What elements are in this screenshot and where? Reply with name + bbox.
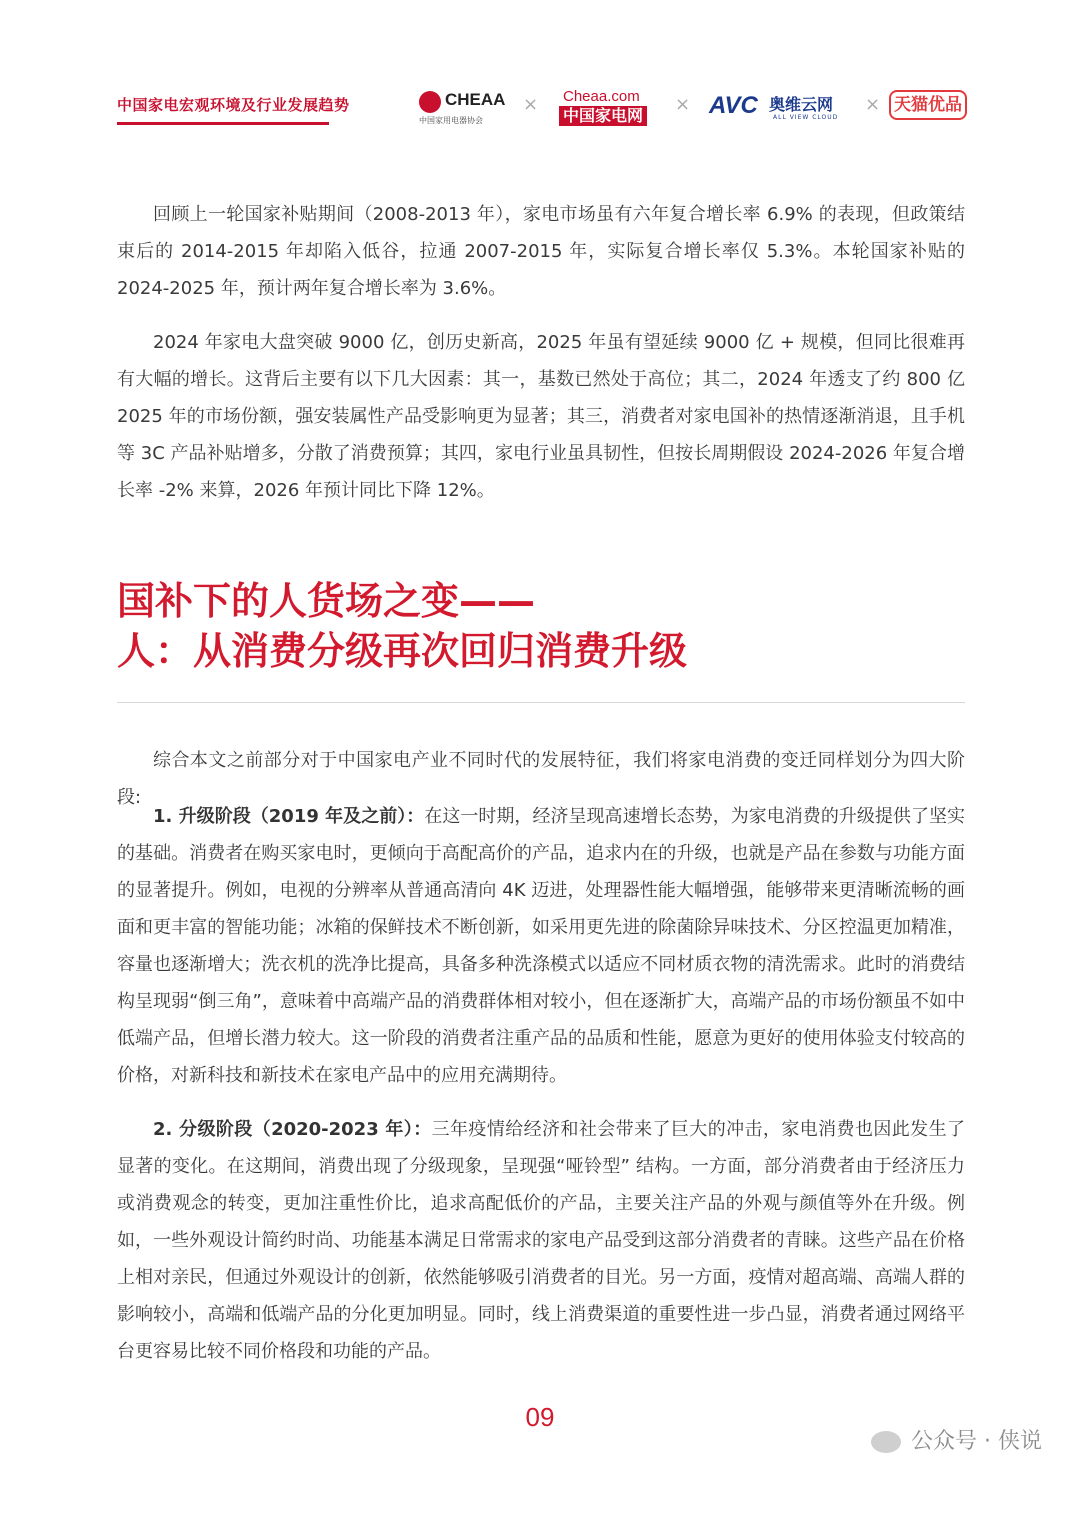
- header-title: 中国家电宏观环境及行业发展趋势: [117, 96, 350, 114]
- section-title-line2: 人：从消费分级再次回归消费升级: [117, 629, 688, 673]
- cheaa-mark-icon: [419, 91, 441, 113]
- cheaacom-name: 中国家电网: [559, 106, 647, 126]
- logo-separator: ×: [675, 94, 691, 115]
- tmall-logo: [889, 88, 967, 128]
- stage1-heading: 1. 升级阶段（2019 年及之前）：: [153, 806, 425, 827]
- paragraph-subsidy-review: 回顾上一轮国家补贴期间（2008-2013 年），家电市场虽有六年复合增长率 6.9% 的表现，但政策结束后的 2014-2015 年却陷入低谷，拉通 2007-2015 年，实际复合增长率仅 5.3%。本轮国家补贴的 2024-2025 年，预计两年复合增长率为 3.6%。: [117, 204, 965, 299]
- avc-english-name: ALL VIEW CLOUD: [773, 114, 839, 121]
- header-underline: [117, 122, 329, 125]
- cheaa-logo: [419, 88, 509, 128]
- watermark: [871, 1424, 1042, 1455]
- page-number: 09: [525, 1402, 555, 1432]
- watermark-text: 公众号 · 侠说: [911, 1429, 1042, 1454]
- logo-separator: ×: [523, 94, 539, 115]
- cheaa-name: CHEAA: [445, 90, 506, 109]
- wechat-icon: [871, 1431, 901, 1453]
- section-divider: [117, 702, 965, 703]
- page-header: [117, 88, 967, 128]
- avc-name: 奥维云网: [769, 95, 834, 114]
- stage2-heading: 2. 分级阶段（2020-2023 年）：: [153, 1119, 432, 1140]
- section-title-line1: 国补下的人货场之变——: [117, 579, 536, 623]
- cheaacom-logo: [559, 88, 659, 128]
- avc-mark: AVC: [709, 92, 758, 119]
- logo-separator: ×: [865, 94, 881, 115]
- paragraph-stage2: [117, 1111, 965, 1370]
- paragraph-market-scale: 2024 年家电大盘突破 9000 亿，创历史新高，2025 年虽有望延续 9000 亿 + 规模，但同比很难再有大幅的增长。这背后主要有以下几大因素：其一，基数已然处于高位；其二，2024 年透支了约 800 亿 2025 年的市场份额，强安装属性产品受影响更为显著；其三，消费者对家电国补的热情逐渐消退，且手机等 3C 产品补贴增多，分散了消费预算；其四，家电行业虽具韧性，但按长周期假设 2024-2026 年复合增长率 -2% 来算，2026 年预计同比下降 12%。: [117, 332, 965, 501]
- tmall-name: 天猫优品: [889, 90, 967, 120]
- paragraph-intro: 综合本文之前部分对于中国家电产业不同时代的发展特征，我们将家电消费的变迁同样划分为四大阶段:: [117, 750, 965, 808]
- partner-logos: [419, 88, 967, 128]
- stage2-body: 三年疫情给经济和社会带来了巨大的冲击，家电消费也因此发生了显著的变化。在这期间，消费出现了分级现象，呈现强“哑铃型” 结构。一方面，部分消费者由于经济压力或消费观念的转变，更加注重性价比，追求高配低价的产品，主要关注产品的外观与颜值等外在升级。例如，一些外观设计简约时尚、功能基本满足日常需求的家电产品受到这部分消费者的青睐。这些产品在价格上相对亲民，但通过外观设计的创新，依然能够吸引消费者的目光。另一方面，疫情对超高端、高端人群的影响较小，高端和低端产品的分化更加明显。同时，线上消费渠道的重要性进一步凸显，消费者通过网络平台更容易比较不同价格段和功能的产品。: [117, 1119, 965, 1362]
- cheaa-subtitle: 中国家用电器协会: [419, 116, 483, 125]
- cheaacom-domain: Cheaa.com: [563, 88, 640, 105]
- avc-logo: [709, 88, 859, 128]
- section-title: [117, 576, 965, 676]
- paragraph-stage1: [117, 798, 965, 1094]
- stage1-body: 在这一时期，经济呈现高速增长态势，为家电消费的升级提供了坚实的基础。消费者在购买家电时，更倾向于高配高价的产品，追求内在的升级，也就是产品在参数与功能方面的显著提升。例如，电视的分辨率从普通高清向 4K 迈进，处理器性能大幅增强，能够带来更清晰流畅的画面和更丰富的智能功能；冰箱的保鲜技术不断创新，如采用更先进的除菌除异味技术、分区控温更加精准，容量也逐渐增大；洗衣机的洗净比提高，具备多种洗涤模式以适应不同材质衣物的清洗需求。此时的消费结构呈现弱“倒三角”，意味着中高端产品的消费群体相对较小，但在逐渐扩大，高端产品的市场份额虽不如中低端产品，但增长潜力较大。这一阶段的消费者注重产品的品质和性能，愿意为更好的使用体验支付较高的价格，对新科技和新技术在家电产品中的应用充满期待。: [117, 806, 965, 1086]
